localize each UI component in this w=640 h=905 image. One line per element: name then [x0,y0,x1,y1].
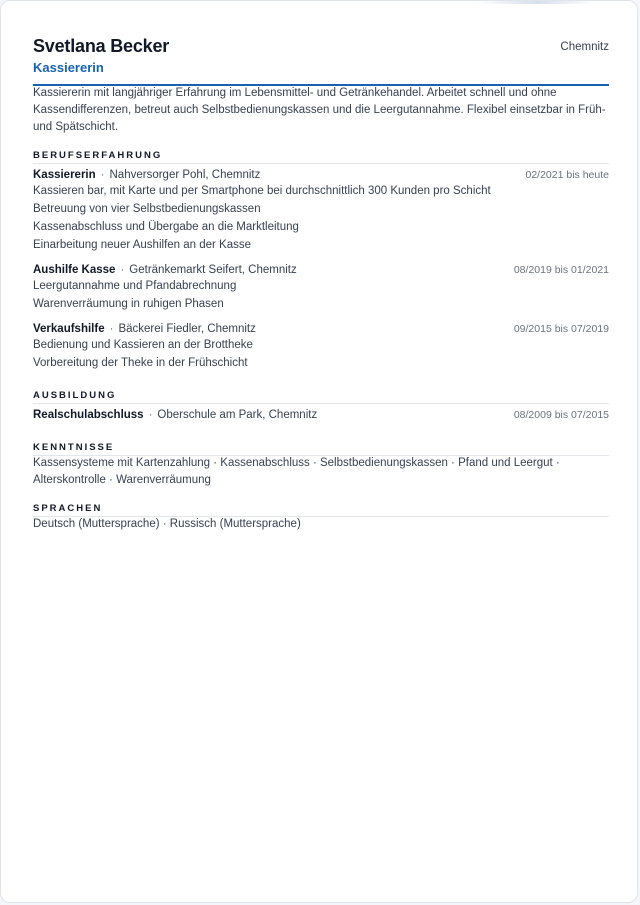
job-title: Verkaufshilfe [33,323,105,335]
job-entry [33,322,609,371]
job-entry [33,168,609,253]
education-dates: 08/2009 bis 07/2015 [513,409,609,421]
job-header [33,322,609,337]
job-company: Bäckerei Fiedler, Chemnitz [118,323,256,335]
job-header [33,168,609,183]
separator-dot: · [109,323,114,335]
separator-dot: · [120,264,125,276]
job-task: Leergutannahme und Pfandabrechnung [33,280,237,292]
separator-dot: · [100,169,105,181]
job-task: Betreuung von vier Selbstbedienungskassen [33,203,261,215]
job-dates: 08/2019 bis 01/2021 [513,264,609,276]
job-task: Vorbereitung der Theke in der Frühschicht [33,357,248,369]
degree-title: Realschulabschluss [33,409,144,421]
job-title: Aushilfe Kasse [33,264,116,276]
section-title-languages: SPRACHEN [33,503,609,517]
job-entry [33,263,609,312]
job-title: Kassiererin [33,169,96,181]
job-task: Kassenabschluss und Übergabe an die Marktleitung [33,221,299,233]
person-name: Svetlana Becker [33,36,170,56]
section-title-education: AUSBILDUNG [33,390,609,404]
location: Chemnitz [560,41,609,53]
job-task: Warenverräumung in ruhigen Phasen [33,298,224,310]
education-header [33,408,609,423]
school-name: Oberschule am Park, Chemnitz [157,409,318,421]
job-role: Kassiererin [33,60,104,75]
profile-summary: Kassiererin mit langjähriger Erfahrung im Lebensmittel- und Getränkehandel. Arbeitet schnell und ohne Kassendifferenzen, betreut auch Selbstbedienungskassen und die Leergutannahme. Flexibel einsetzbar in Früh- und Spätschicht. [33,87,606,133]
separator-dot: · [148,409,153,421]
job-dates: 09/2015 bis 07/2019 [513,323,609,335]
languages-list: Deutsch (Muttersprache) · Russisch (Muttersprache) [33,518,301,530]
job-task: Kassieren bar, mit Karte und per Smartphone bei durchschnittlich 300 Kunden pro Schicht [33,185,491,197]
job-company: Getränkemarkt Seifert, Chemnitz [129,264,297,276]
job-task: Einarbeitung neuer Aushilfen an der Kasse [33,239,252,251]
job-task: Bedienung und Kassieren an der Brottheke [33,339,253,351]
job-company: Nahversorger Pohl, Chemnitz [109,169,261,181]
skills-list: Kassensysteme mit Kartenzahlung · Kassenabschluss · Selbstbedienungskassen · Pfand und Leergut · Alterskontrolle · Warenverräumung [33,457,560,486]
job-header [33,263,609,278]
job-dates: 02/2021 bis heute [525,169,609,181]
section-title-skills: KENNTNISSE [33,442,609,456]
resume-header [33,35,609,76]
education-entry [33,408,609,423]
top-edge-highlight [477,1,597,4]
section-title-experience: BERUFSERFAHRUNG [33,150,609,164]
